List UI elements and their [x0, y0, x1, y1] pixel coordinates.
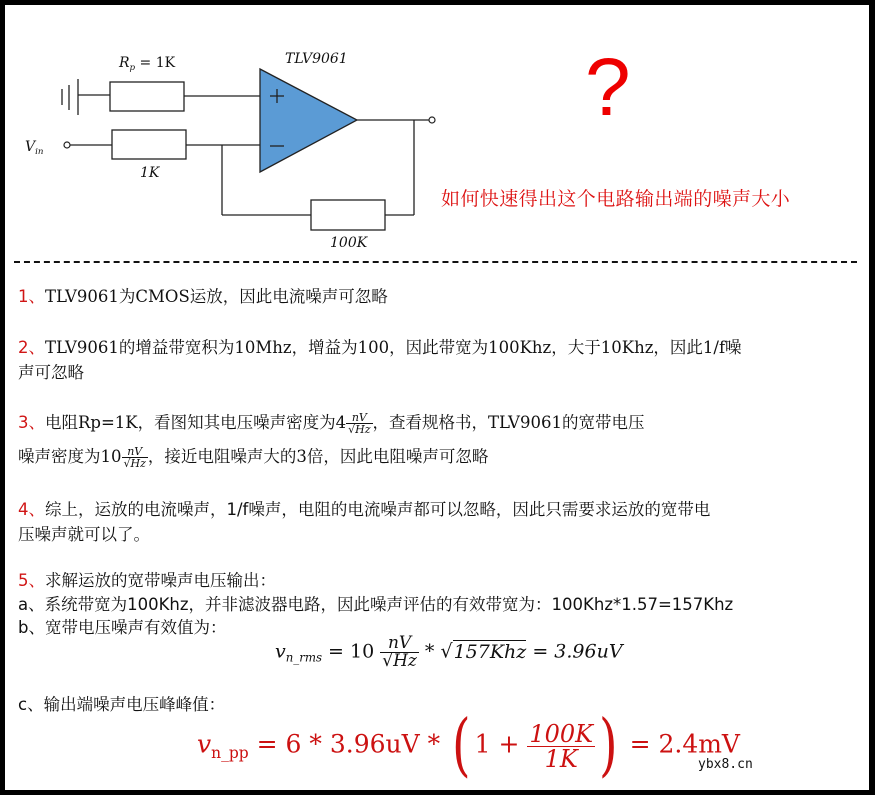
gain-fraction: $\frac{100K}{1K}$ — [529, 719, 594, 773]
point-text: 电阻Rp=1K，看图知其电压噪声密度为4 — [45, 413, 347, 432]
unit-fraction: $\frac{nV}{√Hz}$ — [123, 445, 146, 470]
opamp-circuit-diagram — [5, 5, 445, 260]
point-text: 求解运放的宽带噪声电压输出： — [45, 571, 276, 590]
document-page — [5, 5, 869, 790]
rf-label: 100K — [330, 235, 368, 251]
point-5c: c、输出端噪声电压峰峰值： — [18, 695, 226, 714]
point-5b: b、宽带电压噪声有效值为： — [18, 618, 227, 637]
point-3-cont — [18, 444, 488, 470]
point-number: 3、 — [18, 413, 45, 432]
opamp-label: TLV9061 — [285, 51, 348, 67]
point-2-cont: 声可忽略 — [18, 363, 84, 382]
point-text: ，查看规格书，TLV9061的宽带电压 — [372, 413, 645, 432]
point-3 — [18, 410, 644, 436]
point-text: 噪声密度为10 — [18, 447, 122, 466]
question-mark: ? — [585, 42, 631, 133]
point-4-cont: 压噪声就可以了。 — [18, 525, 150, 544]
ground-icon — [62, 79, 110, 115]
rin-label: 1K — [140, 165, 160, 181]
point-number: 4、 — [18, 500, 45, 519]
point-number: 2、 — [18, 338, 45, 357]
equation-rms: $v_{n\_rms} = 10$ $\frac{nV}{√Hz}$ * √157Khz = 3.96uV — [275, 633, 623, 671]
point-5a: a、系统带宽为100Khz，并非滤波器电路，因此噪声评估的有效带宽为：100Khz*1.57=157Khz — [18, 595, 734, 614]
vin-terminal — [64, 142, 70, 148]
point-text: 综上，运放的电流噪声，1/f噪声，电阻的电流噪声都可以忽略，因此只需要求运放的宽带电 — [45, 500, 711, 519]
dashed-divider — [14, 261, 857, 263]
resistor-rp — [110, 82, 184, 111]
output-terminal — [429, 117, 435, 123]
point-text: TLV9061的增益带宽积为10Mhz，增益为100，因此带宽为100Khz，大于10Khz，因此1/f噪 — [45, 338, 742, 357]
unit-fraction: $\frac{nV}{√Hz}$ — [382, 633, 417, 671]
rp-label: $R_p = 1K$ — [119, 55, 176, 74]
resistor-rf — [311, 200, 385, 230]
opamp-triangle — [260, 69, 357, 172]
point-number: 1、 — [18, 287, 45, 306]
point-5 — [18, 568, 276, 594]
unit-fraction: $\frac{nV}{√Hz}$ — [348, 411, 371, 436]
point-4 — [18, 497, 710, 523]
point-number: 5、 — [18, 571, 45, 590]
vin-label: $V_{in}$ — [25, 139, 44, 158]
watermark: ybx8.cn — [698, 757, 753, 772]
resistor-rin — [112, 130, 186, 159]
point-1 — [18, 284, 388, 310]
equation-peak-to-peak: $v_{n\_pp} = 6 * 3.96uV$ * ( 1 + $\frac{100K}{1K}$ ) = 2.4mV — [197, 706, 740, 785]
point-2 — [18, 335, 742, 361]
point-text: TLV9061为CMOS运放，因此电流噪声可忽略 — [45, 287, 388, 306]
question-heading: 如何快速得出这个电路输出端的噪声大小 — [441, 188, 791, 210]
point-text: ，接近电阻噪声大的3倍，因此电阻噪声可忽略 — [147, 447, 489, 466]
